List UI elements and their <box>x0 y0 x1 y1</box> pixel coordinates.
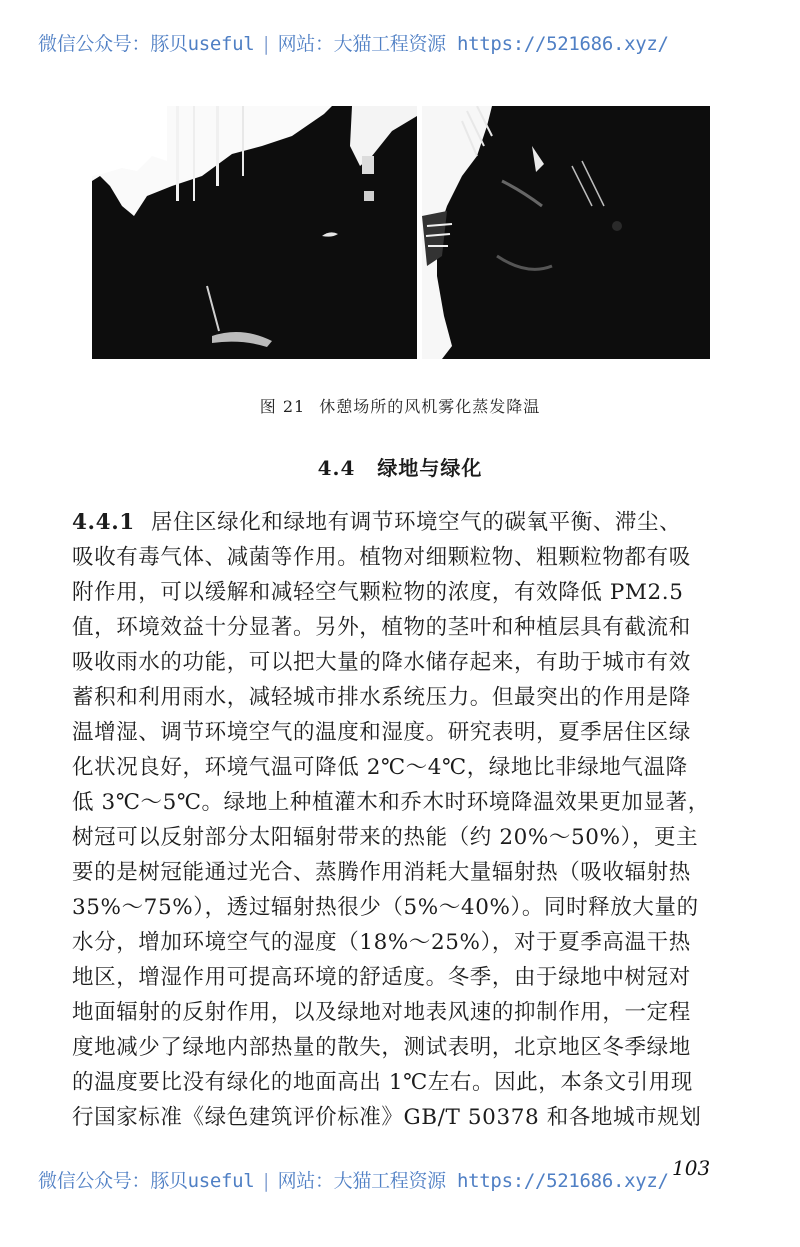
watermark-separator: | <box>260 33 272 55</box>
section-title: 绿地与绿化 <box>377 456 483 480</box>
section-number: 4.4 <box>317 456 356 480</box>
text-line: 要的是树冠能通过光合、蒸腾作用消耗大量辐射热（吸收辐射热 <box>72 860 691 885</box>
section-heading <box>0 452 800 481</box>
figure-caption-text: 休憩场所的风机雾化蒸发降温 <box>319 397 541 416</box>
text-line: 水分，增加环境空气的湿度（18%～25%），对于夏季高温干热 <box>72 930 691 955</box>
text-line: 吸收有毒气体、减菌等作用。植物对细颗粒物、粗颗粒物都有吸 <box>72 545 691 570</box>
text-line: 值，环境效益十分显著。另外，植物的茎叶和种植层具有截流和 <box>72 615 691 640</box>
figure-caption <box>0 394 800 417</box>
text-line: 35%～75%），透过辐射热很少（5%～40%）。同时释放大量的 <box>72 895 699 920</box>
left-photo <box>92 106 417 359</box>
watermark-site: 网站：大猫工程资源 https://521686.xyz/ <box>277 33 669 55</box>
page-number: 103 <box>672 1156 711 1180</box>
watermark-wechat: 微信公众号：豚贝useful <box>38 33 255 55</box>
clause-4-4-1-body <box>72 505 732 1135</box>
watermark-wechat: 微信公众号：豚贝useful <box>38 1170 255 1192</box>
text-line: 树冠可以反射部分太阳辐射带来的热能（约 20%～50%），更主 <box>72 825 699 850</box>
text-line: 蓄积和利用雨水，减轻城市排水系统压力。但最突出的作用是降 <box>72 685 691 710</box>
watermark-header <box>38 29 778 56</box>
figure-number: 图 21 <box>259 397 306 416</box>
clause-number: 4.4.1 <box>72 510 135 535</box>
text-line: 温增湿、调节环境空气的温度和湿度。研究表明，夏季居住区绿 <box>72 720 691 745</box>
watermark-site: 网站：大猫工程资源 https://521686.xyz/ <box>277 1170 669 1192</box>
figure-21 <box>92 106 712 362</box>
misting-fan-closeup-image <box>422 106 710 359</box>
right-photo <box>422 106 710 359</box>
text-line: 附作用，可以缓解和减轻空气颗粒物的浓度，有效降低 PM2.5 <box>72 580 684 605</box>
text-line <box>72 505 732 540</box>
text-line: 地区，增湿作用可提高环境的舒适度。冬季，由于绿地中树冠对 <box>72 965 691 990</box>
text-line: 化状况良好，环境气温可降低 2℃～4℃，绿地比非绿地气温降 <box>72 755 688 780</box>
text-line-content: 居住区绿化和绿地有调节环境空气的碳氧平衡、滞尘、 <box>150 510 682 535</box>
text-line: 的温度要比没有绿化的地面高出 1℃左右。因此，本条文引用现 <box>72 1070 693 1095</box>
text-line: 吸收雨水的功能，可以把大量的降水储存起来，有助于城市有效 <box>72 650 691 675</box>
text-line: 低 3℃～5℃。绿地上种植灌木和乔木时环境降温效果更加显著， <box>72 790 710 815</box>
text-line: 地面辐射的反射作用，以及绿地对地表风速的抑制作用，一定程 <box>72 1000 691 1025</box>
watermark-footer <box>38 1166 778 1193</box>
text-line: 行国家标准《绿色建筑评价标准》GB/T 50378 和各地城市规划 <box>72 1105 702 1130</box>
text-line: 度地减少了绿地内部热量的散失，测试表明，北京地区冬季绿地 <box>72 1035 691 1060</box>
watermark-separator: | <box>260 1170 272 1192</box>
misting-fan-scene-image <box>92 106 417 359</box>
